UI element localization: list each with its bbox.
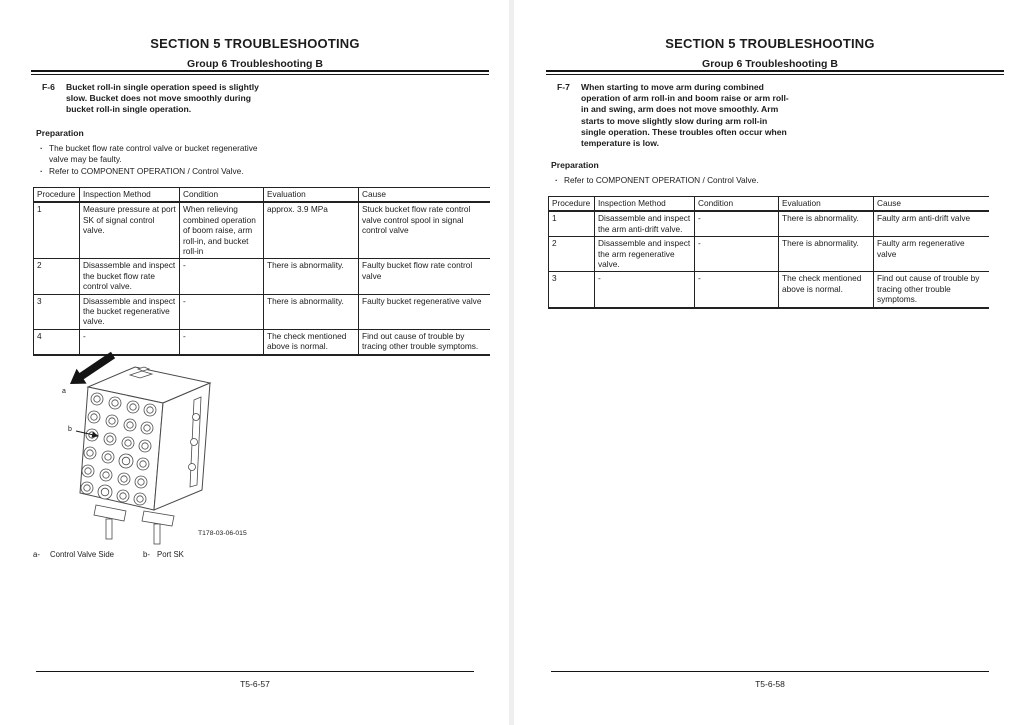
preparation-item: · Refer to COMPONENT OPERATION / Control Valve. <box>553 175 787 186</box>
table-cell: - <box>180 329 264 354</box>
table-header-cell: Procedure <box>549 197 595 212</box>
table-cell: - <box>695 272 779 308</box>
table-cell: Disassemble and inspect the bucket regenerative valve. <box>80 294 180 329</box>
legend-key: a- <box>33 550 40 559</box>
footer-rule <box>36 671 474 672</box>
table-row <box>34 259 490 294</box>
table-cell: Find out cause of trouble by tracing other trouble symptoms. <box>359 329 490 354</box>
callout-b: b <box>68 426 72 433</box>
figure-caption: T178-03-06-015 <box>198 530 247 537</box>
table-cell: 1 <box>549 211 595 236</box>
table-cell: - <box>595 272 695 308</box>
header-rule <box>31 70 489 75</box>
group-title: Group 6 Troubleshooting B <box>702 58 838 70</box>
table-cell: There is abnormality. <box>779 237 874 272</box>
table-cell: 2 <box>34 259 80 294</box>
table-row <box>34 294 490 329</box>
legend-label: Port SK <box>157 550 184 559</box>
group-title: Group 6 Troubleshooting B <box>187 58 323 70</box>
preparation-item: · Refer to COMPONENT OPERATION / Control Valve. <box>38 166 272 177</box>
table-cell: 2 <box>549 237 595 272</box>
table-cell: Disassemble and inspect the arm regenerative valve. <box>595 237 695 272</box>
table-cell: Measure pressure at port SK of signal control valve. <box>80 202 180 259</box>
table-cell: There is abnormality. <box>264 294 359 329</box>
problem-code: F-6 <box>42 82 55 92</box>
preparation-heading: Preparation <box>551 160 599 170</box>
table-header-row <box>549 197 989 212</box>
page-number: T5-6-57 <box>240 679 270 689</box>
table-cell: There is abnormality. <box>779 211 874 236</box>
table-cell: Disassemble and inspect the bucket flow rate control valve. <box>80 259 180 294</box>
preparation-heading: Preparation <box>36 128 84 138</box>
table-cell: When relieving combined operation of boom raise, arm roll-in, and bucket roll-in <box>180 202 264 259</box>
legend-key: b- <box>143 550 150 559</box>
problem-statement: When starting to move arm during combined operation of arm roll-in and boom raise or arm roll-in and swing, arm does not move smoothly. Arm starts to move slightly slow during arm roll-in single operation. These troubles often occur when temperature is low. <box>581 82 789 149</box>
header-rule <box>546 70 1004 75</box>
section-title: SECTION 5 TROUBLESHOOTING <box>665 36 875 51</box>
table-header-cell: Condition <box>695 197 779 212</box>
table-cell: - <box>180 259 264 294</box>
table-header-cell: Evaluation <box>264 188 359 203</box>
table-cell: 3 <box>549 272 595 308</box>
table-cell: The check mentioned above is normal. <box>779 272 874 308</box>
table-cell: Faulty arm regenerative valve <box>874 237 989 272</box>
table-cell: There is abnormality. <box>264 259 359 294</box>
page-left <box>0 0 510 725</box>
table-cell: Faulty bucket regenerative valve <box>359 294 490 329</box>
table-cell: - <box>180 294 264 329</box>
preparation-list <box>38 143 272 179</box>
page-right <box>515 0 1025 725</box>
table-cell: - <box>695 211 779 236</box>
table-header-cell: Evaluation <box>779 197 874 212</box>
problem-code: F-7 <box>557 82 570 92</box>
table-row <box>549 237 989 272</box>
table-header-cell: Cause <box>359 188 490 203</box>
table-cell: approx. 3.9 MPa <box>264 202 359 259</box>
table-header-cell: Procedure <box>34 188 80 203</box>
legend-label: Control Valve Side <box>50 550 114 559</box>
table-cell: - <box>80 329 180 354</box>
table-cell: Find out cause of trouble by tracing other trouble symptoms. <box>874 272 989 308</box>
table-cell: 4 <box>34 329 80 354</box>
problem-block <box>42 82 278 116</box>
table-row <box>549 211 989 236</box>
table-cell: Stuck bucket flow rate control valve control spool in signal control valve <box>359 202 490 259</box>
problem-block <box>557 82 793 149</box>
table-header-cell: Condition <box>180 188 264 203</box>
page-number: T5-6-58 <box>755 679 785 689</box>
callout-a: a <box>62 388 66 395</box>
table-cell: - <box>695 237 779 272</box>
section-title: SECTION 5 TROUBLESHOOTING <box>150 36 360 51</box>
table-row <box>549 272 989 308</box>
table-row <box>34 202 490 259</box>
table-cell: The check mentioned above is normal. <box>264 329 359 354</box>
table-header-row <box>34 188 490 203</box>
table-header-cell: Cause <box>874 197 989 212</box>
troubleshooting-table <box>33 187 490 356</box>
troubleshooting-table <box>548 196 989 309</box>
table-cell: Disassemble and inspect the arm anti-drift valve. <box>595 211 695 236</box>
table-header-cell: Inspection Method <box>595 197 695 212</box>
preparation-item: · The bucket flow rate control valve or bucket regenerative valve may be faulty. <box>38 143 272 164</box>
control-valve-illustration <box>80 367 210 544</box>
table-cell: 3 <box>34 294 80 329</box>
table-cell: Faulty bucket flow rate control valve <box>359 259 490 294</box>
page-divider <box>509 0 514 725</box>
problem-statement: Bucket roll-in single operation speed is slightly slow. Bucket does not move smoothly during bucket roll-in single operation. <box>66 82 259 115</box>
footer-rule <box>551 671 989 672</box>
table-cell: Faulty arm anti-drift valve <box>874 211 989 236</box>
table-cell: 1 <box>34 202 80 259</box>
preparation-list <box>553 175 787 188</box>
valve-figure <box>30 345 280 550</box>
table-header-cell: Inspection Method <box>80 188 180 203</box>
